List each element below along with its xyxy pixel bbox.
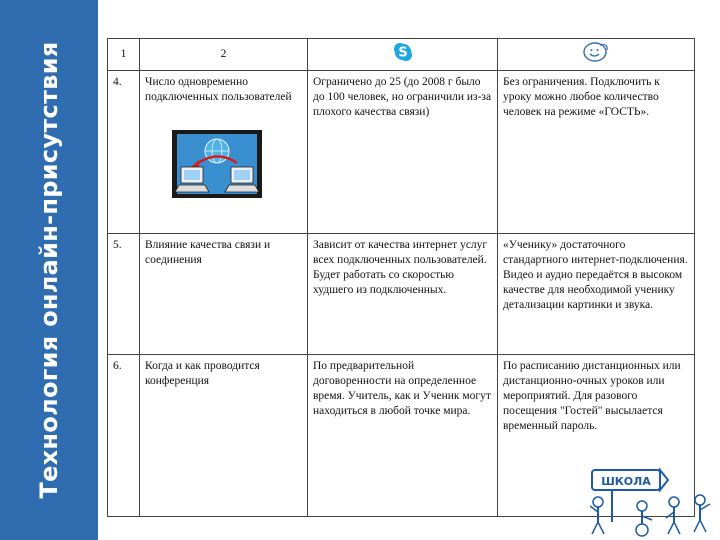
criterion-cell: Когда и как проводится конференция: [140, 355, 308, 517]
table-row: [108, 71, 695, 234]
header-col-2: 2: [140, 39, 308, 71]
svg-text:S: S: [397, 45, 408, 61]
comparison-table: [107, 38, 695, 517]
header-col-4: [498, 39, 695, 71]
other-cell: «Ученику» достаточного стандартного интернет-подключения. Видео и аудио передаётся в высоком качестве для необходимой ученику детализации картинки и звука.: [498, 234, 695, 355]
smiling-face-icon: [582, 41, 610, 63]
row-number: 5.: [108, 234, 140, 355]
skype-logo-icon: [392, 41, 414, 63]
row-number: 6.: [108, 355, 140, 517]
computers-globe-icon: [171, 129, 263, 199]
school-kids-icon: [584, 462, 716, 538]
row-number: 4.: [108, 71, 140, 234]
vertical-title: Технология онлайн-присутствия: [35, 41, 63, 499]
table-row: [108, 234, 695, 355]
school-sign-text: ШКОЛА: [601, 475, 651, 488]
skype-cell: Ограничено до 25 (до 2008 г было до 100 человек, но ограничили из-за плохого качества связи): [308, 71, 498, 234]
criterion-cell: Влияние качества связи и соединения: [140, 234, 308, 355]
skype-cell: Зависит от качества интернет услуг всех подключенных пользователей. Будет работать со скоростью худшего из подключенных.: [308, 234, 498, 355]
side-band: [0, 0, 98, 540]
header-col-1: 1: [108, 39, 140, 71]
other-cell: Без ограничения. Подключить к уроку можно любое количество человек на режиме «ГОСТЬ».: [498, 71, 695, 234]
table-header-row: [108, 39, 695, 71]
header-col-3: [308, 39, 498, 71]
criterion-cell: Число одновременно подключенных пользователей: [140, 71, 308, 234]
other-cell: По расписанию дистанционных или дистанционно-очных уроков или мероприятий. Для разового посещения "Гостей" высылается временный пароль.: [498, 355, 695, 517]
skype-cell: По предварительной договоренности на определенное время. Учитель, как и Ученик могут находиться в любой точке мира.: [308, 355, 498, 517]
